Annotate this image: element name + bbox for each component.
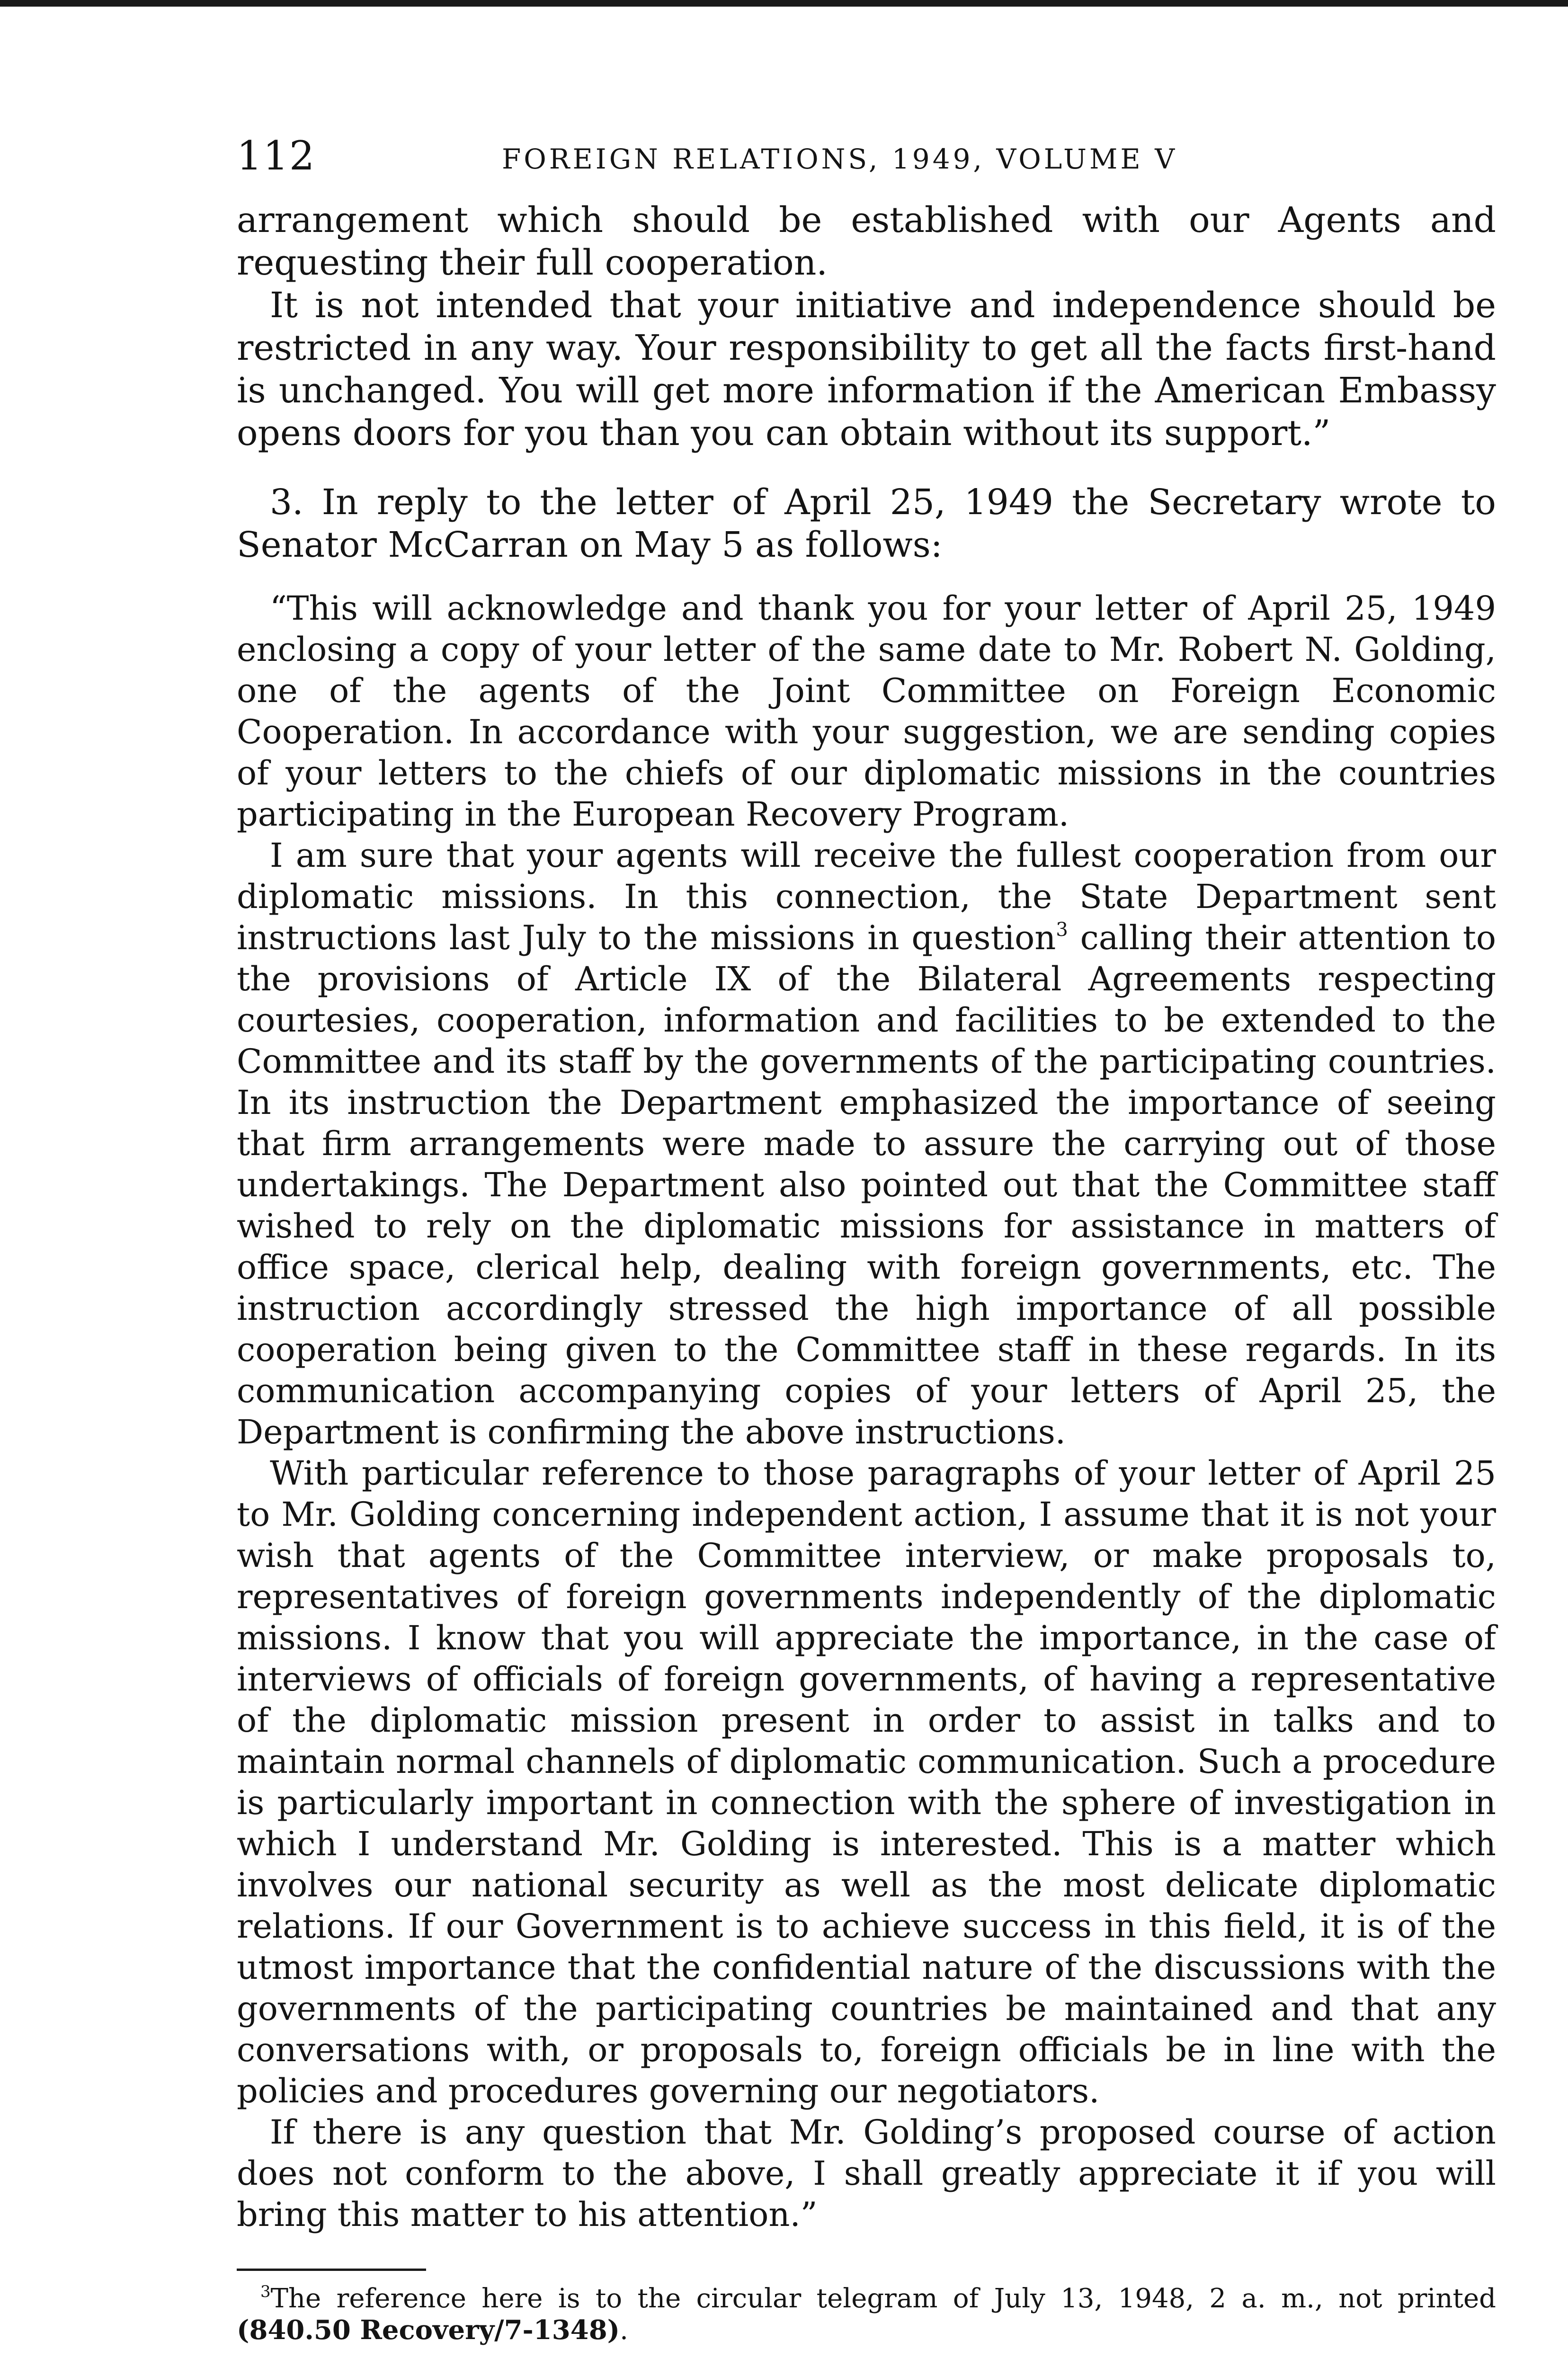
quote-paragraph-closing: If there is any question that Mr. Golding’s proposed course of action does not conform to the above, I shall greatly appreciate it if you will bring this matter to his attention.” — [237, 2113, 1496, 2234]
footnote-text: The reference here is to the circular telegram of July 13, 1948, 2 a. m., not printed — [270, 2283, 1496, 2314]
footnote-mark: 3 — [260, 2282, 271, 2301]
paragraph-initiative: It is not intended that your initiative and independence should be restricted in any way. Your responsibility to get all the facts first-hand is unchanged. You will get more information if the American Embassy opens doors for you than you can obtain without its support.” — [237, 285, 1496, 454]
footnote — [237, 2283, 1496, 2346]
paragraph-continuation: arrangement which should be established with our Agents and requesting their full cooperation. — [237, 200, 1496, 283]
quote-text: I am sure that your agents will receive the fullest cooperation from our diplomatic missions. In this connection, the State Department sent instructions last July to the missions in question — [237, 836, 1496, 957]
quote-text: calling their attention to the provisions of Article IX of the Bilateral Agreements respecting courtesies, cooperation, information and facilities to be extended to the Committee and its staff by the governments of the participating countries. In its instruction the Department emphasized the importance of seeing that firm arrangements were made to assure the carrying out of those undertakings. The Department also pointed out that the Committee staff wished to rely on the diplomatic missions for assistance in matters of office space, clerical help, dealing with foreign governments, etc. The instruction accordingly stressed the high importance of all possible cooperation being given to the Committee staff in these regards. In its communication accompanying copies of your letters of April 25, the Department is confirming the above instructions. — [237, 918, 1496, 1451]
scan-top-border — [0, 0, 1568, 7]
quote-paragraph-independent-action: With particular reference to those paragraphs of your letter of April 25 to Mr. Golding concerning independent action, I assume that it is not your wish that agents of the Committee interview, or make proposals to, representatives of foreign governments independently of the diplomatic missions. I know that you will appreciate the importance, in the case of interviews of officials of foreign governments, of having a representative of the diplomatic mission present in order to assist in talks and to maintain normal channels of diplomatic communication. Such a procedure is particularly important in connection with the sphere of investigation in which I understand Mr. Golding is interested. This is a matter which involves our national security as well as the most delicate diplomatic relations. If our Government is to achieve success in this field, it is of the utmost importance that the confidential nature of the discussions with the governments of the participating countries be maintained and that any conversations with, or proposals to, foreign officials be in line with the policies and procedures governing our negotiators. — [237, 1454, 1496, 2110]
spacer — [237, 454, 1496, 481]
footnote-reference: 3 — [1056, 919, 1068, 941]
paragraph-reply-intro: 3. In reply to the letter of April 25, 1949 the Secretary wrote to Senator McCarran on May 5 as follows: — [237, 482, 1496, 565]
footnote-end: . — [620, 2315, 628, 2346]
quote-paragraph-acknowledge: “This will acknowledge and thank you for your letter of April 25, 1949 enclosing a copy of your letter of the same date to Mr. Robert N. Golding, one of the agents of the Joint Committee on Foreign Economic Cooperation. In accordance with your suggestion, we are sending copies of your letters to the chiefs of our diplomatic missions in the countries participating in the European Recovery Program. — [237, 589, 1496, 834]
footnote-file-reference: (840.50 Recovery/7-1348) — [237, 2314, 620, 2346]
page-number: 112 — [237, 133, 316, 179]
running-title: FOREIGN RELATIONS, 1949, VOLUME V — [502, 143, 1178, 175]
footnote-divider — [237, 2269, 426, 2271]
quote-paragraph-cooperation — [237, 835, 1496, 1453]
spacer — [237, 566, 1496, 588]
page-header — [237, 128, 1496, 199]
document-page — [237, 128, 1496, 2346]
